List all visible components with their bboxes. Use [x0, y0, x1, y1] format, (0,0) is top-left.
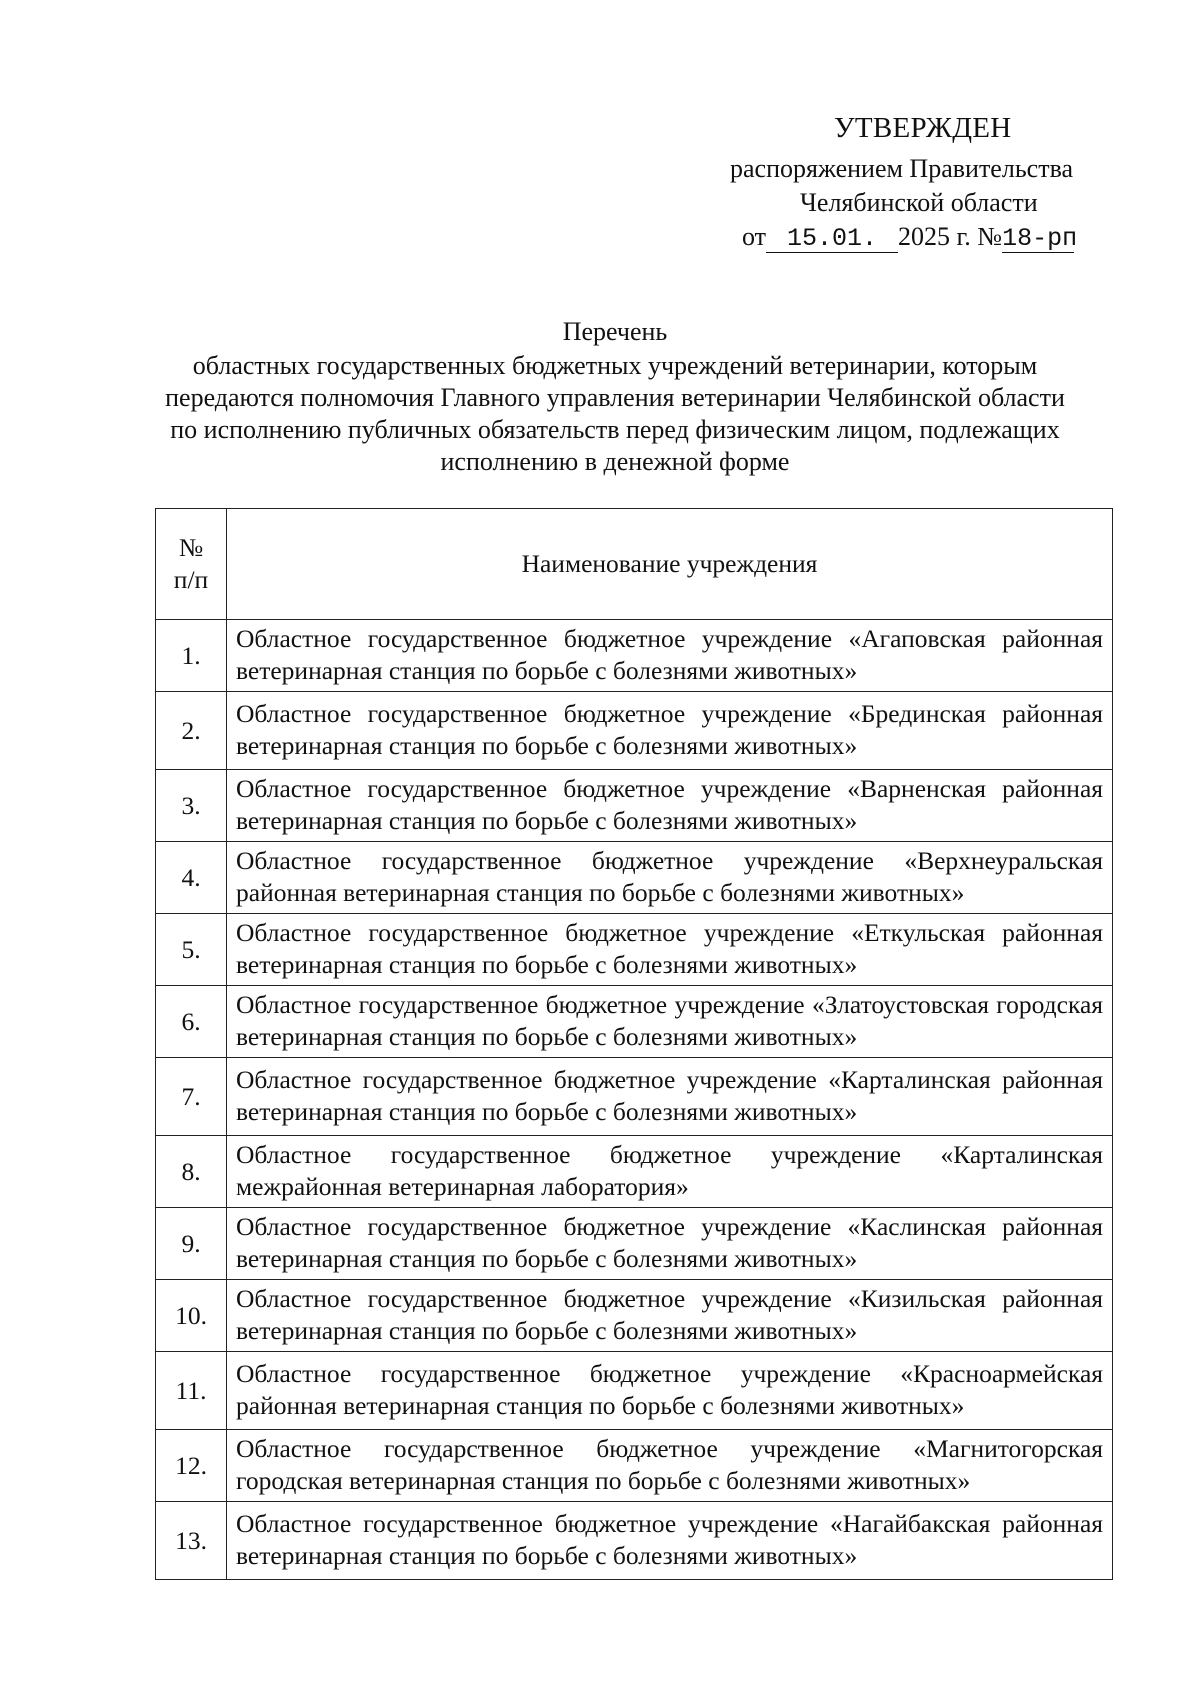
table-row: [156, 1136, 1113, 1208]
title-body: областных государственных бюджетных учреждений ветеринарии, которым передаются полномочия Главного управления ветеринарии Челябинской области по исполнению публичных обязательств перед физическим лицом, подлежащих исполнению в денежной форме: [165, 351, 1065, 476]
institution-name: Областное государственное бюджетное учреждение «Кизильская районная ветеринарная станция по борьбе с болезнями животных»: [227, 1280, 1113, 1352]
number-sign: №: [977, 222, 1003, 251]
table-row: [156, 692, 1113, 770]
approval-date-number: [742, 222, 1078, 253]
row-number: 4.: [156, 842, 227, 914]
row-number: 1.: [156, 620, 227, 692]
institution-name: Областное государственное бюджетное учреждение «Красноармейская районная ветеринарная станция по борьбе с болезнями животных»: [227, 1352, 1113, 1430]
table-header-row: [156, 509, 1113, 620]
row-number: 5.: [156, 914, 227, 986]
title-heading: Перечень: [562, 317, 668, 346]
row-number: 3.: [156, 770, 227, 842]
institution-name: Областное государственное бюджетное учреждение «Варненская районная ветеринарная станция по борьбе с болезнями животных»: [227, 770, 1113, 842]
table-row: [156, 1352, 1113, 1430]
table-row: [156, 914, 1113, 986]
institution-name: Областное государственное бюджетное учреждение «Верхнеуральская районная ветеринарная станция по борьбе с болезнями животных»: [227, 842, 1113, 914]
row-number: 2.: [156, 692, 227, 770]
row-number: 9.: [156, 1208, 227, 1280]
institution-name: Областное государственное бюджетное учреждение «Нагайбакская районная ветеринарная станция по борьбе с болезнями животных»: [227, 1502, 1113, 1580]
approval-heading: УТВЕРЖДЕН: [834, 112, 1012, 144]
date-prefix: от: [742, 222, 767, 251]
header-number: [156, 509, 227, 620]
institution-name: Областное государственное бюджетное учреждение «Карталинская межрайонная ветеринарная лаборатория»: [227, 1136, 1113, 1208]
institution-name: Областное государственное бюджетное учреждение «Златоустовская городская ветеринарная станция по борьбе с болезнями животных»: [227, 986, 1113, 1058]
table-row: [156, 842, 1113, 914]
institution-name: Областное государственное бюджетное учреждение «Карталинская районная ветеринарная станция по борьбе с болезнями животных»: [227, 1058, 1113, 1136]
row-number: 6.: [156, 986, 227, 1058]
institutions-table: [155, 508, 1113, 1580]
table-row: [156, 1502, 1113, 1580]
table-row: [156, 1208, 1113, 1280]
approval-region: Челябинской области: [800, 188, 1038, 217]
institution-name: Областное государственное бюджетное учреждение «Еткульская районная ветеринарная станция по борьбе с болезнями животных»: [227, 914, 1113, 986]
row-number: 13.: [156, 1502, 227, 1580]
institution-name: Областное государственное бюджетное учреждение «Брединская районная ветеринарная станция по борьбе с болезнями животных»: [227, 692, 1113, 770]
institution-name: Областное государственное бюджетное учреждение «Каслинская районная ветеринарная станция по борьбе с болезнями животных»: [227, 1208, 1113, 1280]
institution-name: Областное государственное бюджетное учреждение «Агаповская районная ветеринарная станция по борьбе с болезнями животных»: [227, 620, 1113, 692]
header-number-abbr: п/п: [173, 565, 209, 594]
header-number-sign: №: [178, 533, 204, 562]
approval-number: 18-рп: [1002, 224, 1078, 253]
table-row: [156, 620, 1113, 692]
row-number: 12.: [156, 1430, 227, 1502]
table-row: [156, 1058, 1113, 1136]
row-number: 8.: [156, 1136, 227, 1208]
row-number: 11.: [156, 1352, 227, 1430]
row-number: 7.: [156, 1058, 227, 1136]
header-name: Наименование учреждения: [227, 509, 1113, 620]
row-number: 10.: [156, 1280, 227, 1352]
table-row: [156, 1430, 1113, 1502]
approval-date: 15.01.: [766, 226, 898, 253]
institution-name: Областное государственное бюджетное учреждение «Магнитогорская городская ветеринарная станция по борьбе с болезнями животных»: [227, 1430, 1113, 1502]
approval-authority: распоряжением Правительства: [730, 154, 1074, 183]
document-title: [150, 316, 1080, 478]
table-row: [156, 986, 1113, 1058]
approval-year: 2025 г.: [898, 222, 971, 251]
table-row: [156, 770, 1113, 842]
table-row: [156, 1280, 1113, 1352]
